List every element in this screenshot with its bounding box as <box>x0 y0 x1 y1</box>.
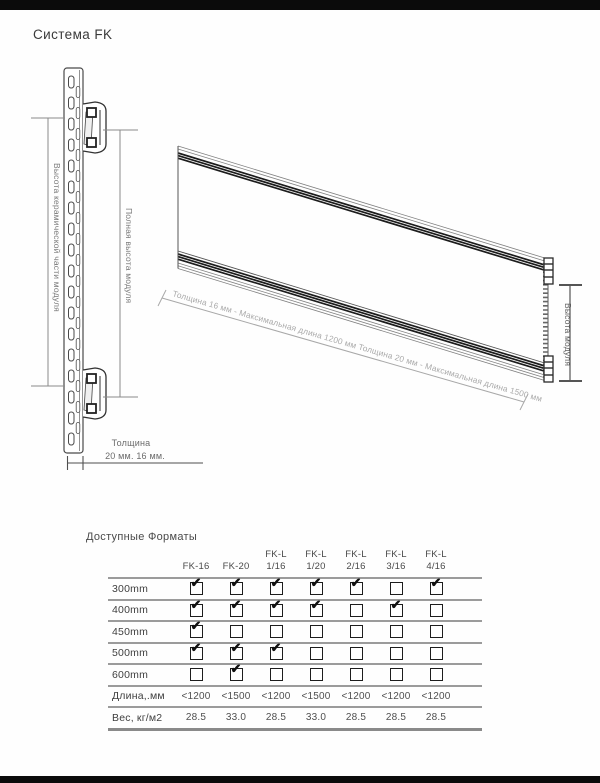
table-row <box>108 661 482 687</box>
rail-profile <box>64 68 83 453</box>
checkmark-icon: ✔ <box>270 596 282 612</box>
checkbox-icon <box>350 575 363 595</box>
checkbox-icon <box>430 668 443 681</box>
row-label: Длина,.мм <box>112 690 165 703</box>
checkbox-checked <box>296 596 336 617</box>
checkmark-icon: ✔ <box>190 596 202 612</box>
checkbox-icon <box>390 647 403 660</box>
checkbox-checked <box>216 596 256 617</box>
checkbox-icon <box>430 575 443 595</box>
column-header: FK-16 <box>182 561 210 573</box>
dim-label-module-height: Высота модуля <box>563 303 573 367</box>
checkbox-checked <box>256 639 296 660</box>
row-label: Вес, кг/м2 <box>112 711 163 724</box>
checkbox-unchecked <box>336 668 376 681</box>
checkbox-unchecked <box>376 625 416 638</box>
dim-label-ceramic-height: Высота керамической части модуля <box>52 163 62 312</box>
checkbox-unchecked <box>376 647 416 660</box>
panel-clip-bottom <box>83 368 106 419</box>
max-length-note: Толщина 16 мм - Максимальная длина 1200 мм Толщина 20 мм - Максимальная длина 1500 мм <box>171 288 544 404</box>
checkmark-icon: ✔ <box>230 596 242 612</box>
panel-right-edge <box>544 258 553 382</box>
checkmark-icon: ✔ <box>230 661 242 677</box>
checkbox-checked <box>176 639 216 660</box>
formats-header-row <box>108 546 482 579</box>
checkbox-checked <box>176 596 216 617</box>
checkmark-icon: ✔ <box>230 575 242 591</box>
checkbox-checked <box>176 618 216 638</box>
checkbox-checked <box>216 575 256 595</box>
value-cell: 28.5 <box>265 712 287 724</box>
checkbox-unchecked <box>416 668 456 681</box>
checkmark-icon: ✔ <box>230 639 242 655</box>
table-row <box>108 596 482 623</box>
checkbox-checked <box>176 575 216 595</box>
checkbox-icon <box>350 647 363 660</box>
value-cell: <1500 <box>221 690 251 702</box>
checkmark-icon: ✔ <box>270 575 282 591</box>
checkmark-icon: ✔ <box>310 596 322 612</box>
checkbox-icon <box>230 661 243 681</box>
checkbox-unchecked <box>296 647 336 660</box>
checkmark-icon: ✔ <box>310 575 322 591</box>
page-title: Система FK <box>33 27 113 42</box>
value-cell: 28.5 <box>345 712 367 724</box>
checkbox-icon <box>270 596 283 617</box>
checkbox-icon <box>310 647 323 660</box>
value-cell: 28.5 <box>425 712 447 724</box>
checkbox-checked <box>416 575 456 595</box>
checkbox-unchecked <box>256 668 296 681</box>
checkbox-icon <box>390 582 403 595</box>
column-header: FK-L 2/16 <box>345 549 367 573</box>
checkbox-icon <box>390 596 403 617</box>
row-label: 300mm <box>112 582 149 595</box>
value-cell: <1200 <box>381 690 411 702</box>
table-row <box>108 639 482 666</box>
value-cell: 33.0 <box>225 712 247 724</box>
formats-table <box>108 546 482 731</box>
checkbox-icon <box>310 596 323 617</box>
checkbox-icon <box>390 625 403 638</box>
checkbox-unchecked <box>336 647 376 660</box>
checkbox-icon <box>270 575 283 595</box>
checkbox-icon <box>190 596 203 617</box>
table-row <box>108 618 482 644</box>
checkbox-icon <box>430 625 443 638</box>
checkmark-icon: ✔ <box>190 639 202 655</box>
checkmark-icon: ✔ <box>190 575 202 591</box>
checkbox-unchecked <box>296 668 336 681</box>
checkbox-icon <box>270 639 283 660</box>
column-header: FK-L 4/16 <box>425 549 447 573</box>
column-header: FK-L 1/20 <box>305 549 327 573</box>
column-header: FK-L 1/16 <box>265 549 287 573</box>
checkbox-unchecked <box>256 625 296 638</box>
checkbox-unchecked <box>336 625 376 638</box>
checkbox-icon <box>430 604 443 617</box>
dim-label-full-height: Полная высота модуля <box>124 208 134 304</box>
checkbox-unchecked <box>376 582 416 595</box>
checkbox-icon <box>230 639 243 660</box>
row-label: 500mm <box>112 647 149 660</box>
checkbox-unchecked <box>336 604 376 617</box>
value-cell: <1200 <box>261 690 291 702</box>
checkbox-icon <box>190 618 203 638</box>
checkbox-icon <box>230 575 243 595</box>
checkbox-icon <box>230 625 243 638</box>
checkbox-checked <box>256 596 296 617</box>
formats-rows <box>108 575 482 731</box>
checkbox-icon <box>190 668 203 681</box>
checkbox-icon <box>310 575 323 595</box>
value-cell: <1200 <box>421 690 451 702</box>
checkbox-unchecked <box>416 625 456 638</box>
value-cell: <1200 <box>181 690 211 702</box>
column-header: FK-L 3/16 <box>385 549 407 573</box>
checkbox-checked <box>216 639 256 660</box>
dim-label-thickness-values: 20 мм. 16 мм. <box>105 451 165 461</box>
checkbox-icon <box>270 668 283 681</box>
panel-clip-top <box>83 102 106 153</box>
checkmark-icon: ✔ <box>190 618 202 634</box>
checkbox-icon <box>350 668 363 681</box>
checkbox-icon <box>230 596 243 617</box>
checkbox-icon <box>190 575 203 595</box>
checkbox-icon <box>270 625 283 638</box>
checkbox-unchecked <box>176 668 216 681</box>
table-row <box>108 687 482 709</box>
checkbox-unchecked <box>416 647 456 660</box>
row-label: 400mm <box>112 604 149 617</box>
checkbox-unchecked <box>296 625 336 638</box>
checkbox-icon <box>350 625 363 638</box>
column-header: FK-20 <box>222 561 250 573</box>
checkbox-icon <box>310 625 323 638</box>
checkmark-icon: ✔ <box>390 596 402 612</box>
checkbox-unchecked <box>376 668 416 681</box>
value-cell: 28.5 <box>385 712 407 724</box>
checkbox-icon <box>390 668 403 681</box>
checkbox-checked <box>336 575 376 595</box>
checkbox-icon <box>350 604 363 617</box>
value-cell: <1500 <box>301 690 331 702</box>
checkbox-icon <box>430 647 443 660</box>
row-label: 600mm <box>112 668 149 681</box>
checkbox-checked <box>256 575 296 595</box>
checkmark-icon: ✔ <box>350 575 362 591</box>
checkbox-icon <box>310 668 323 681</box>
checkbox-unchecked <box>216 625 256 638</box>
table-row <box>108 575 482 601</box>
checkbox-checked <box>296 575 336 595</box>
checkbox-checked <box>216 661 256 681</box>
table-row <box>108 708 482 731</box>
value-cell: 28.5 <box>185 712 207 724</box>
rail-end-cap-top <box>544 258 553 284</box>
value-cell: 33.0 <box>305 712 327 724</box>
checkbox-icon <box>190 639 203 660</box>
checkbox-checked <box>376 596 416 617</box>
scan-edge-bottom <box>0 776 600 783</box>
checkbox-unchecked <box>416 604 456 617</box>
formats-title: Доступные Форматы <box>86 531 198 543</box>
checkmark-icon: ✔ <box>430 575 442 591</box>
rail-end-cap-bottom <box>544 356 553 382</box>
checkmark-icon: ✔ <box>270 639 282 655</box>
row-label: 450mm <box>112 625 149 638</box>
value-cell: <1200 <box>341 690 371 702</box>
dim-label-thickness-title: Толщина <box>111 438 151 448</box>
